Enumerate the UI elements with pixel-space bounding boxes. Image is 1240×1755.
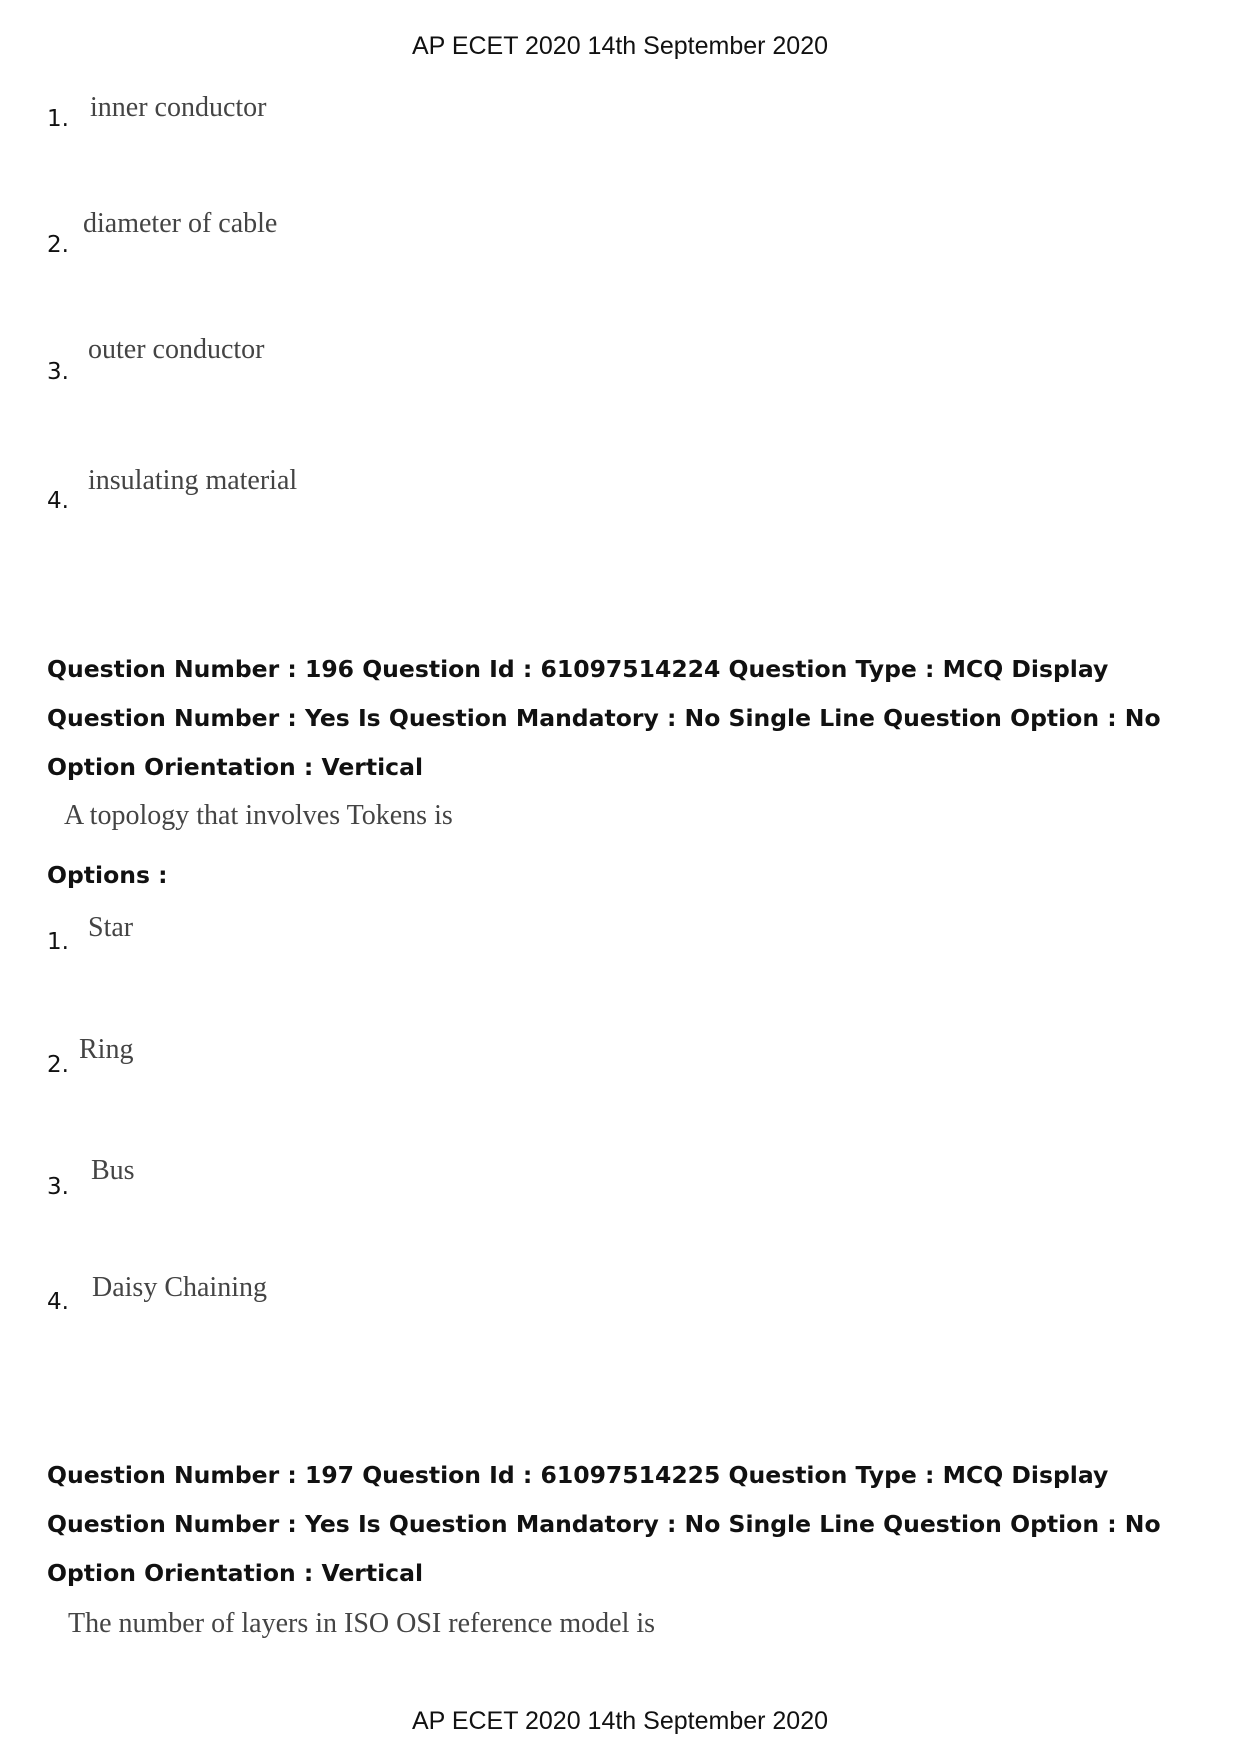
option-text: inner conductor [90, 92, 267, 123]
option-text: Daisy Chaining [92, 1272, 267, 1303]
option-number: 3. [47, 1174, 69, 1200]
option-number: 4. [47, 1289, 69, 1315]
option-text: insulating material [88, 465, 298, 496]
option-text: Ring [79, 1034, 134, 1065]
page-header: AP ECET 2020 14th September 2020 [411, 32, 829, 60]
option-text: outer conductor [88, 334, 265, 365]
option-number: 3. [47, 359, 69, 385]
option-number: 1. [47, 106, 69, 132]
option-number: 1. [47, 929, 69, 955]
option-text: Star [88, 912, 134, 943]
page-footer: AP ECET 2020 14th September 2020 [411, 1707, 829, 1735]
question-197-text: The number of layers in ISO OSI reference model is [68, 1608, 656, 1639]
option-text: Bus [91, 1155, 135, 1186]
question-196-meta: Question Number : 196 Question Id : 61097514224 Question Type : MCQ Display Question Number : Yes Is Question Mandatory : No Single Line Question Option : No Option Orientation : Vertical [47, 655, 1161, 781]
question-196-options-label: Options : [47, 861, 168, 889]
question-196-text: A topology that involves Tokens is [64, 800, 453, 831]
option-number: 4. [47, 488, 69, 514]
option-number: 2. [47, 1052, 69, 1078]
option-number: 2. [47, 232, 69, 258]
option-text: diameter of cable [83, 208, 278, 239]
question-197-meta: Question Number : 197 Question Id : 61097514225 Question Type : MCQ Display Question Number : Yes Is Question Mandatory : No Single Line Question Option : No Option Orientation : Vertical [47, 1461, 1161, 1587]
